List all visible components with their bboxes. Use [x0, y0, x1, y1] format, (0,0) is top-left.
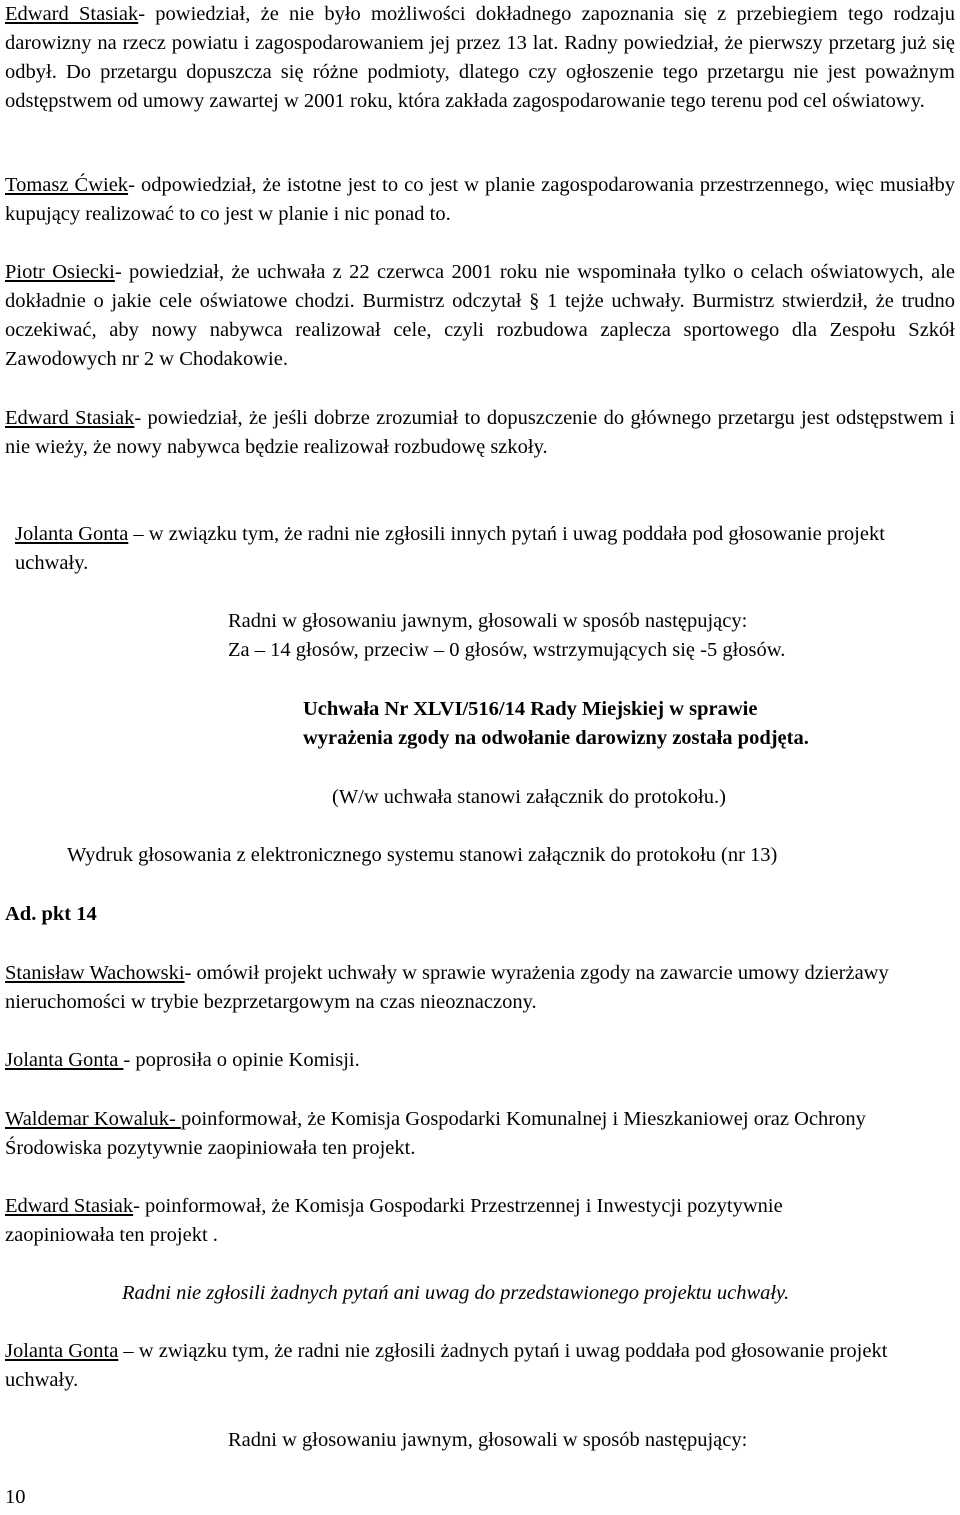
speaker-name: Tomasz Ćwiek	[5, 174, 129, 196]
paragraph-gonta-1	[15, 520, 895, 578]
paragraph-stasiak-2	[5, 404, 955, 462]
vote-result: Za – 14 głosów, przeciw – 0 głosów, wstrzymujących się -5 głosów.	[228, 639, 786, 661]
paragraph-text: – w związku tym, że radni nie zgłosili żadnych pytań i uwag poddała pod głosowanie projekt uchwały.	[5, 1340, 888, 1391]
speaker-name: Piotr Osiecki	[5, 261, 115, 283]
page-number: 10	[5, 1486, 26, 1508]
paragraph-text: - powiedział, że jeśli dobrze zrozumiał to dopuszczenie do głównego przetargu jest odstępstwem i nie wieży, że nowy nabywca będzie realizował rozbudowę szkoły.	[5, 407, 955, 458]
paragraph-stasiak-3	[5, 1192, 845, 1250]
attachment-note: (W/w uchwała stanowi załącznik do protokołu.)	[332, 786, 726, 808]
speaker-name: Edward Stasiak	[5, 407, 135, 429]
paragraph-kowaluk	[5, 1105, 935, 1163]
paragraph-text: - odpowiedział, że istotne jest to co jest w planie zagospodarowania przestrzennego, więc musiałby kupujący realizować to co jest w planie i nic ponad to.	[5, 174, 955, 225]
resolution-subtitle: wyrażenia zgody na odwołanie darowizny została podjęta.	[303, 727, 809, 749]
paragraph-text: - omówił projekt uchwały w sprawie wyrażenia zgody na zawarcie umowy dzierżawy nieruchomości w trybie bezprzetargowym na czas nieoznaczony.	[5, 962, 889, 1013]
paragraph-osiecki	[5, 258, 955, 374]
no-questions-note: Radni nie zgłosili żadnych pytań ani uwag do przedstawionego projektu uchwały.	[122, 1282, 790, 1304]
paragraph-text: - poinformował, że Komisja Gospodarki Przestrzennej i Inwestycji pozytywnie zaopiniowała ten projekt .	[5, 1195, 783, 1246]
speaker-name: Waldemar Kowaluk-	[5, 1108, 181, 1130]
resolution-title: Uchwała Nr XLVI/516/14 Rady Miejskiej w sprawie	[303, 698, 758, 720]
printout-note: Wydruk głosowania z elektronicznego systemu stanowi załącznik do protokołu (nr 13)	[67, 844, 778, 866]
paragraph-wachowski	[5, 959, 905, 1017]
speaker-name: Jolanta Gonta	[15, 523, 129, 545]
speaker-name: Edward Stasiak	[5, 1195, 134, 1217]
vote-intro: Radni w głosowaniu jawnym, głosowali w sposób następujący:	[228, 610, 748, 632]
paragraph-stasiak-1	[5, 0, 955, 116]
paragraph-text: – w związku tym, że radni nie zgłosili innych pytań i uwag poddała pod głosowanie projekt uchwały.	[15, 523, 885, 574]
speaker-name: Jolanta Gonta	[5, 1340, 119, 1362]
paragraph-text: - poprosiła o opinie Komisji.	[123, 1049, 360, 1071]
speaker-name: Stanisław Wachowski	[5, 962, 185, 984]
paragraph-text: poinformował, że Komisja Gospodarki Komunalnej i Mieszkaniowej oraz Ochrony Środowiska pozytywnie zaopiniowała ten projekt.	[5, 1108, 866, 1159]
paragraph-gonta-3	[5, 1337, 905, 1395]
vote-intro-2: Radni w głosowaniu jawnym, głosowali w sposób następujący:	[228, 1429, 748, 1451]
paragraph-text: - powiedział, że uchwała z 22 czerwca 2001 roku nie wspominała tylko o celach oświatowych, ale dokładnie o jakie cele oświatowe chodzi. Burmistrz odczytał § 1 tejże uchwały. Burmistrz stwierdził, że trudno oczekiwać, aby nowy nabywca realizował cele, czyli rozbudowa zaplecza sportowego dla Zespołu Szkół Zawodowych nr 2 w Chodakowie.	[5, 261, 955, 370]
section-heading: Ad. pkt 14	[5, 903, 97, 925]
paragraph-text: - powiedział, że nie było możliwości dokładnego zapoznania się z przebiegiem tego rodzaju darowizny na rzecz powiatu i zagospodarowaniem jej przez 13 lat. Radny powiedział, że pierwszy przetarg już się odbył. Do przetargu dopuszcza się różne podmioty, dlatego czy ogłoszenie tego przetargu nie jest poważnym odstępstwem od umowy zawartej w 2001 roku, która zakłada zagospodarowanie tego terenu pod cel oświatowy.	[5, 3, 955, 112]
paragraph-cwiek	[5, 171, 955, 229]
speaker-name: Edward Stasiak	[5, 3, 139, 25]
speaker-name: Jolanta Gonta	[5, 1049, 124, 1071]
paragraph-gonta-2	[5, 1046, 955, 1075]
